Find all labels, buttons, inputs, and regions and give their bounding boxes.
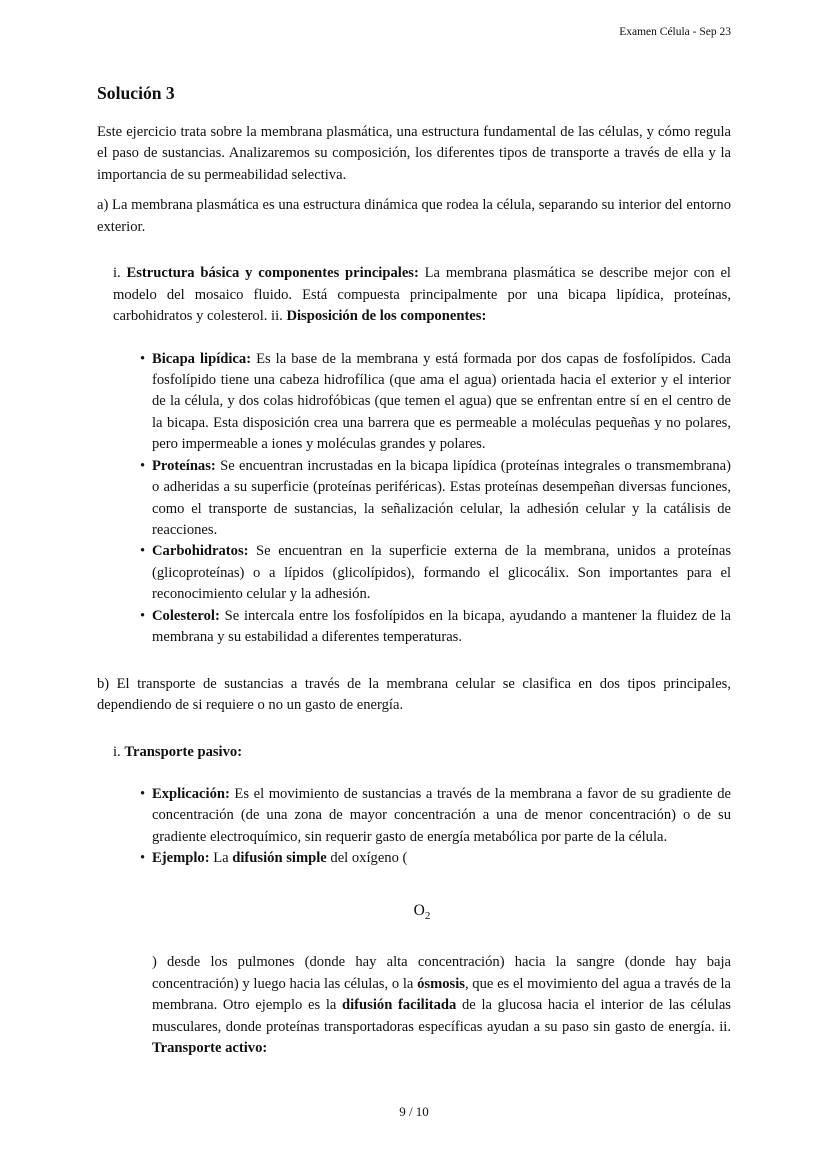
running-header: Examen Célula - Sep 23 <box>619 26 731 38</box>
section-transport <box>113 742 731 1060</box>
list-item-ejemplo: • Ejemplo: La difusión simple del oxígeno ( <box>152 848 731 869</box>
item-structure-heading: i. Estructura básica y componentes principales: La membrana plasmática se describe mejor con el modelo del mosaico fluido. Está compuesta principalmente por una bicapa lipídica, proteínas, carbohidratos y colesterol. ii. Disposición de los componentes: <box>113 265 731 325</box>
paragraph-b: b) El transporte de sustancias a través de la membrana celular se clasifica en dos tipos principales, dependiendo de si requiere o no un gasto de energía. <box>97 675 731 714</box>
ejemplo-continuation-paragraph: ) desde los pulmones (donde hay alta concentración) hacia la sangre (donde hay baja concentración) y luego hacia las células, o la ósmosis, que es el movimiento del agua a través de la membrana. Otro ejemplo es la difusión facilitada de la glucosa hacia el interior de las células musculares, donde proteínas transportadoras específicas ayudan a su paso sin gasto de energía. ii. Transporte activo: <box>152 954 731 1057</box>
list-item-colesterol: • Colesterol: Se intercala entre los fosfolípidos en la bicapa, ayudando a mantener la fluidez de la membrana y su estabilidad a diferentes temperaturas. <box>152 606 731 649</box>
math-base: O <box>413 901 425 919</box>
list-item-carbohidratos: • Carbohidratos: Se encuentran en la superficie externa de la membrana, unidos a proteínas (glicoproteínas) o a lípidos (glicolípidos), formando el glicocálix. Son importantes para el reconocimiento celular y la adhesión. <box>152 541 731 605</box>
page-title: Solución 3 <box>97 82 175 103</box>
item-passive-heading: i. Transporte pasivo: <box>113 743 243 760</box>
list-item-proteinas: • Proteínas: Se encuentran incrustadas en la bicapa lipídica (proteínas integrales o transmembrana) o adheridas a su superficie (proteínas periféricas). Estas proteínas desempeñan diversas funciones, como el transporte de sustancias, la señalización celular, la adhesión celular y la catálisis de reacciones. <box>152 456 731 542</box>
list-item-bicapa: • Bicapa lipídica: Es la base de la membrana y está formada por dos capas de fosfolípidos. Cada fosfolípido tiene una cabeza hidrofílica (que ama el agua) orientada hacia el exterior y el interior de la célula, y dos colas hidrofóbicas (que temen el agua) que se enfrentan entre sí en el centro de la bicapa. Esta disposición crea una barrera que es permeable a moléculas pequeñas y no polares, pero impermeable a iones y moléculas grandes y polares. <box>152 349 731 456</box>
section-structure <box>113 263 731 648</box>
page-number: 9 / 10 <box>399 1103 429 1119</box>
math-formula-o2 <box>113 900 731 923</box>
paragraph-a: a) La membrana plasmática es una estructura dinámica que rodea la célula, separando su interior del entorno exterior. <box>97 197 731 235</box>
passive-transport-list <box>113 784 731 870</box>
list-item-explicacion: • Explicación: Es el movimiento de sustancias a través de la membrana a favor de su gradiente de concentración (de una zona de mayor concentración a una de menor concentración) o de su gradiente electroquímico, sin requerir gasto de energía metabólica por parte de la célula. <box>152 784 731 848</box>
intro-paragraph: Este ejercicio trata sobre la membrana plasmática, una estructura fundamental de las células, y cómo regula el paso de sustancias. Analizaremos su composición, los diferentes tipos de transporte a través de ella y la importancia de su permeabilidad selectiva. <box>97 124 731 183</box>
math-subscript: 2 <box>424 909 431 922</box>
components-list <box>113 349 731 649</box>
